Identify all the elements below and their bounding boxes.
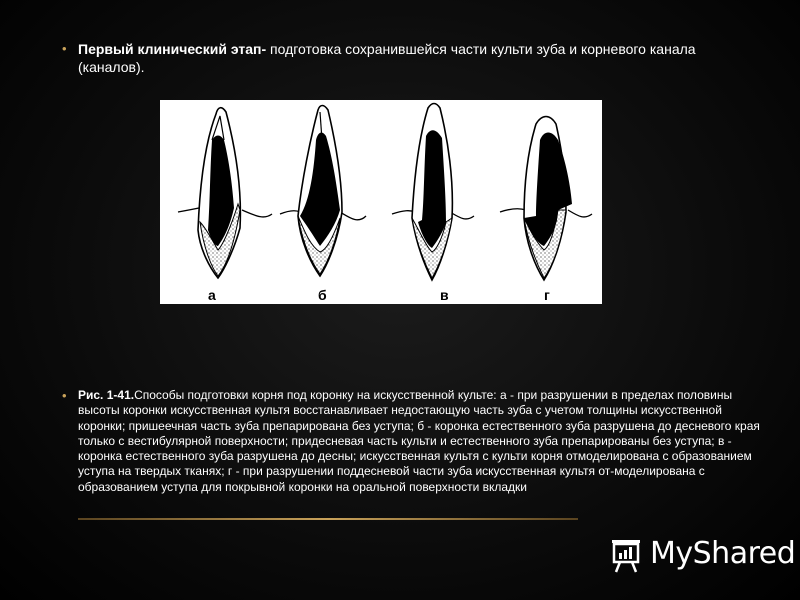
presentation-board-icon	[606, 536, 646, 576]
bullet-marker: •	[62, 41, 67, 56]
tooth-g	[500, 117, 592, 281]
tooth-b	[280, 106, 366, 277]
label-v: в	[440, 287, 449, 303]
caption-bold: Рис. 1-41.	[78, 388, 135, 402]
intro-text: подготовка сохранившейся части культи зуба и корневого канала (каналов).	[78, 41, 696, 75]
logo-text: MyShared	[650, 536, 796, 571]
caption-paragraph	[78, 388, 768, 495]
tooth-illustration	[160, 100, 602, 304]
tooth-v	[392, 104, 474, 281]
accent-line	[78, 518, 578, 520]
intro-paragraph	[78, 40, 718, 76]
bullet-marker: •	[62, 388, 67, 403]
caption-text: Способы подготовки корня под коронку на искусственной культе: а - при разрушении в пределах половины высоты коронки искусственная культя восстанавливает недостающую часть зуба с учетом толщины искусственной коронки; пришеечная часть зуба препарирована без уступа; б - коронка естественного зуба разрушена до десневого края только с вестибулярной поверхности; придесневая часть культи и естественного зуба препарированы без уступа; в - коронка естественного зуба разрушена до десны; искусственная культя с культи корня отмоделирована с образованием уступа на твердых тканях; г - при разрушении поддесневой части зуба искусственная культя от-моделирована с образованием уступа для покрывной коронки на оральной поверхности вкладки	[78, 388, 760, 494]
myshared-logo[interactable]	[606, 534, 796, 574]
label-g: г	[544, 287, 550, 303]
tooth-figure	[160, 100, 602, 304]
tooth-a	[178, 108, 272, 278]
label-a: а	[208, 287, 216, 303]
intro-bold: Первый клинический этап-	[78, 41, 267, 57]
label-b: б	[318, 287, 327, 303]
